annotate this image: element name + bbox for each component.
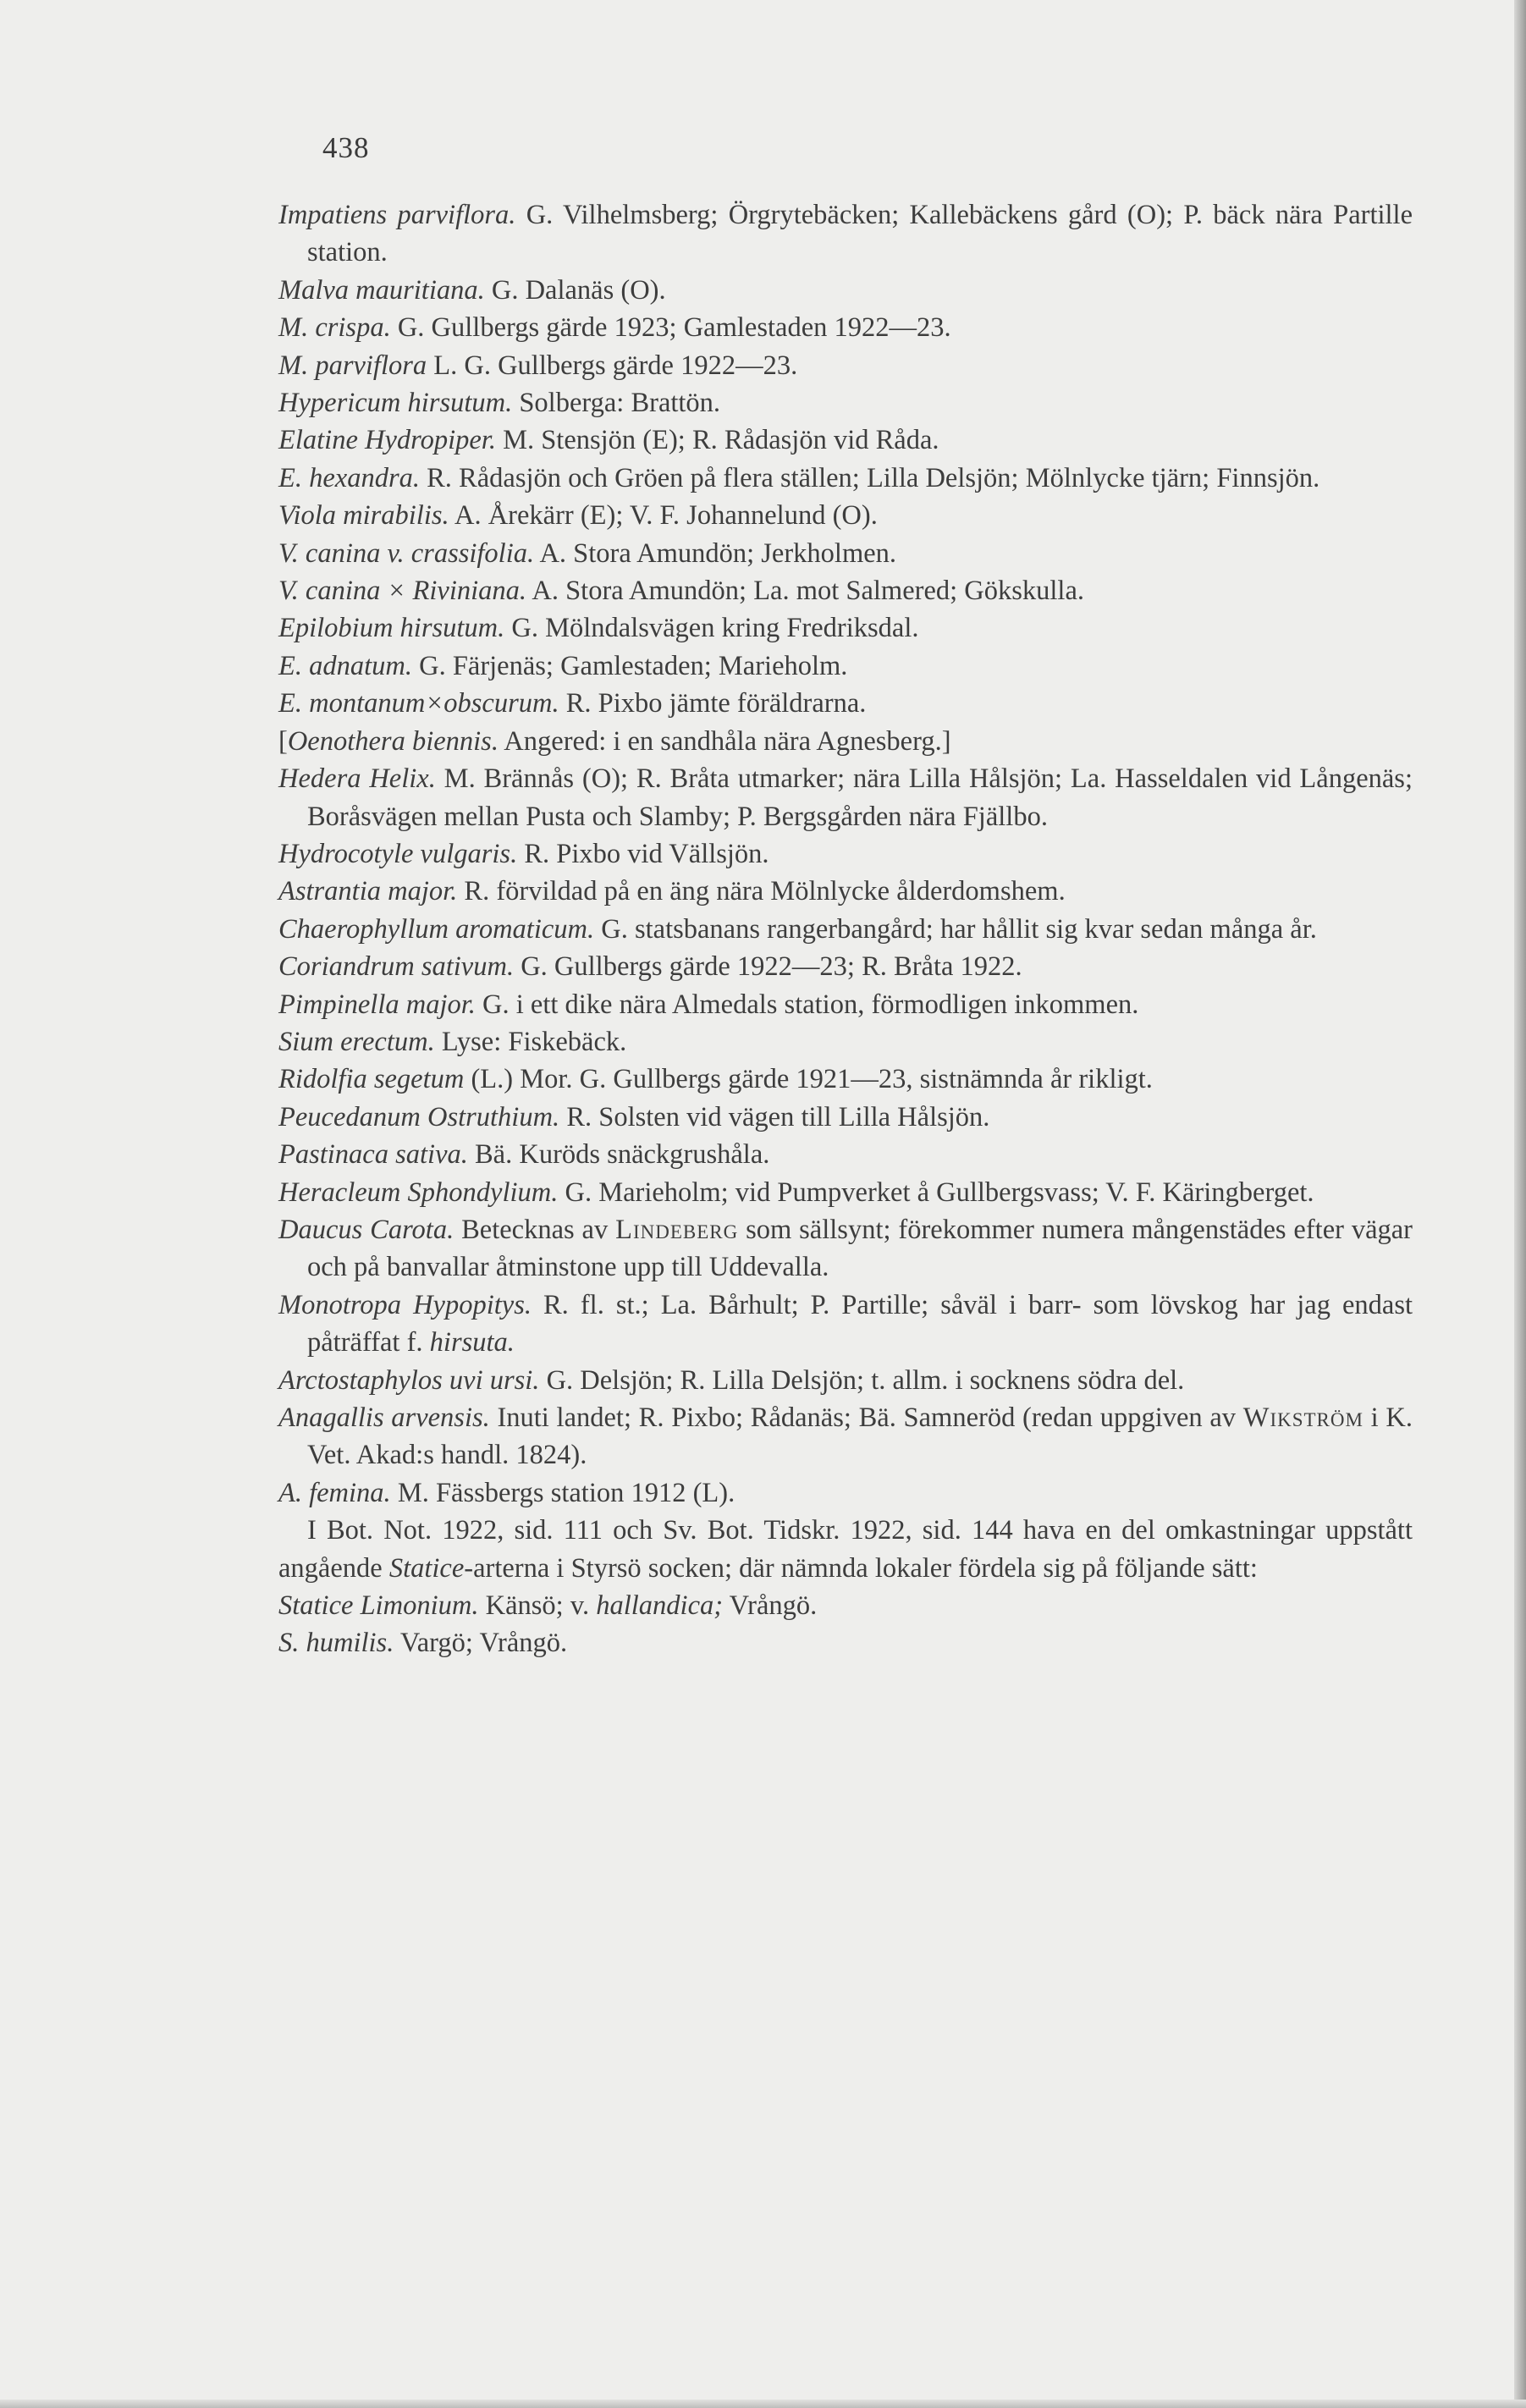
species-name: Viola mirabilis. — [278, 500, 449, 532]
species-name: M. crispa. — [278, 312, 391, 344]
species-name: Monotropa Hypopitys. — [278, 1289, 532, 1320]
species-name: Hedera Helix. — [278, 763, 436, 795]
locality-text: Bä. Kuröds snäckgrushåla. — [467, 1139, 770, 1171]
species-entry — [278, 609, 1413, 647]
species-name: Pimpinella major. — [278, 989, 476, 1020]
species-name: E. montanum×obscurum. — [278, 688, 559, 719]
locality-text: R. Solsten vid vägen till Lilla Hålsjön. — [559, 1101, 990, 1132]
locality-text: Angered: i en sandhåla nära Agnesberg.] — [498, 725, 951, 757]
author-name: Wikström — [1242, 1402, 1363, 1433]
note-genus: Statice — [388, 1552, 465, 1584]
species-name: Oenothera biennis. — [287, 725, 499, 757]
species-name: Astrantia major. — [278, 876, 458, 907]
locality-text: G. Delsjön; R. Lilla Delsjön; t. allm. i socknens södra del. — [539, 1364, 1185, 1396]
locality-text-cont: Vrångö. — [723, 1590, 818, 1622]
species-entry — [278, 835, 1413, 873]
species-name: Impatiens parviflora. — [278, 200, 516, 230]
species-entry — [278, 1624, 1413, 1661]
editorial-note — [278, 1512, 1413, 1587]
species-entry — [278, 760, 1413, 835]
locality-text: R. Rådasjön och Gröen på flera ställen; Lilla Delsjön; Mölnlycke tjärn; Finnsjön. — [419, 462, 1320, 493]
locality-text: R. Pixbo vid Vällsjön. — [517, 838, 769, 869]
species-name: Epilobium hirsutum. — [278, 613, 505, 644]
locality-text: L. G. Gullbergs gärde 1922—23. — [427, 350, 798, 381]
species-entry — [278, 1211, 1413, 1287]
species-entry — [278, 1061, 1413, 1098]
species-entry — [278, 873, 1413, 910]
locality-text: Solberga: Brattön. — [512, 388, 721, 419]
species-entry — [278, 1399, 1413, 1474]
locality-text: A. Årekärr (E); V. F. Johannelund (O). — [449, 500, 878, 532]
locality-text: G. Marieholm; vid Pumpverket å Gullbergsvass; V. F. Käringberget. — [558, 1176, 1314, 1208]
species-name: E. adnatum. — [278, 650, 412, 681]
species-entry — [278, 1362, 1413, 1399]
species-name: E. hexandra. — [278, 462, 420, 493]
locality-text: (L.) Mor. G. Gullbergs gärde 1921—23, sistnämnda år rikligt. — [464, 1064, 1153, 1095]
note-text: I Bot. Not. 1922, sid. 111 och Sv. Bot. Tidskr. 1922, sid. 144 hava en del omkastningar uppstått angående — [278, 1515, 1413, 1584]
locality-text: M. Fässbergs station 1912 (L). — [390, 1477, 735, 1508]
page-number: 438 — [322, 131, 370, 164]
species-entry — [278, 535, 1413, 572]
species-name: Daucus Carota. — [278, 1214, 454, 1245]
species-entry — [278, 384, 1413, 422]
species-name: Chaerophyllum aromaticum. — [278, 913, 595, 945]
species-name: M. parviflora — [278, 350, 427, 381]
species-entry — [278, 723, 1413, 760]
species-name: Sium erectum. — [278, 1026, 435, 1057]
species-entry — [278, 1174, 1413, 1211]
species-entry — [278, 422, 1413, 459]
locality-text: A. Stora Amundön; Jerkholmen. — [534, 537, 897, 569]
species-entry — [278, 986, 1413, 1023]
locality-text: Känsö; v. — [478, 1590, 597, 1622]
species-name: Ridolfia segetum — [278, 1064, 465, 1095]
species-entry — [278, 948, 1413, 985]
species-name: Hydrocotyle vulgaris. — [278, 838, 518, 869]
locality-text: G. i ett dike nära Almedals station, förmodligen inkommen. — [475, 989, 1139, 1020]
locality-text: M. Brännås (O); R. Bråta utmarker; nära Lilla Hålsjön; La. Hasseldalen vid Långenäs; Boråsvägen mellan Pusta och Slamby; P. Bergsgården nära Fjällbo. — [307, 763, 1413, 832]
locality-text: Lyse: Fiskebäck. — [434, 1026, 627, 1057]
locality-text: Betecknas av — [454, 1214, 616, 1245]
species-name: Anagallis arvensis. — [278, 1402, 490, 1433]
note-text-cont: -arterna i Styrsö socken; där nämnda lokaler fördela sig på följande sätt: — [464, 1552, 1258, 1584]
species-name: Malva mauritiana. — [278, 274, 485, 306]
locality-text: Inuti landet; R. Pixbo; Rådanäs; Bä. Samneröd (redan uppgiven av — [489, 1402, 1243, 1433]
locality-text: R. Pixbo jämte föräldrarna. — [559, 688, 867, 719]
author-name: Lindeberg — [615, 1214, 739, 1245]
species-name: A. femina. — [278, 1477, 391, 1508]
page-edge-shadow — [1514, 0, 1526, 2408]
taxon-form: hallandica; — [596, 1590, 724, 1622]
species-entry — [278, 647, 1413, 685]
taxon-form: hirsuta. — [429, 1327, 515, 1358]
species-entry — [278, 1099, 1413, 1136]
species-entry — [278, 911, 1413, 948]
locality-text: G. Gullbergs gärde 1922—23; R. Bråta 1922. — [514, 951, 1022, 983]
locality-text: M. Stensjön (E); R. Rådasjön vid Råda. — [495, 425, 939, 456]
species-entry — [278, 1287, 1413, 1362]
species-name: Coriandrum sativum. — [278, 951, 515, 983]
species-entry — [278, 685, 1413, 722]
species-entry — [278, 497, 1413, 534]
species-entry — [278, 572, 1413, 609]
flora-text — [278, 196, 1413, 1662]
species-name: Pastinaca sativa. — [278, 1139, 468, 1171]
species-name: V. canina × Riviniana. — [278, 576, 527, 607]
species-entry — [278, 1023, 1413, 1061]
species-name: Elatine Hydropiper. — [278, 425, 496, 456]
species-entry — [278, 347, 1413, 384]
species-name: Arctostaphylos uvi ursi. — [278, 1364, 540, 1396]
locality-text: G. Färjenäs; Gamlestaden; Marieholm. — [411, 650, 848, 681]
species-name: Hypericum hirsutum. — [278, 388, 513, 419]
species-name: V. canina v. crassifolia. — [278, 537, 535, 569]
locality-text-cont: som sällsynt; förekommer numera mångenstädes efter vägar och på banvallar åtminstone upp till Uddevalla. — [307, 1214, 1413, 1283]
locality-text: R. förvildad på en äng nära Mölnlycke ålderdomshem. — [457, 876, 1066, 907]
species-name: Peucedanum Ostruthium. — [278, 1101, 560, 1132]
locality-text: G. statsbanans rangerbangård; har hållit sig kvar sedan många år. — [594, 913, 1317, 945]
species-name: Heracleum Sphondylium. — [278, 1176, 559, 1208]
locality-text: Vargö; Vrångö. — [394, 1628, 568, 1659]
locality-text: G. Vilhelmsberg; Örgrytebäcken; Kallebäckens gård (O); P. bäck nära Partille station. — [307, 200, 1413, 268]
locality-text: G. Mölndalsvägen kring Fredriksdal. — [504, 613, 919, 644]
species-entry — [278, 309, 1413, 346]
species-entry — [278, 272, 1413, 309]
species-entry — [278, 1136, 1413, 1173]
species-entry — [278, 196, 1413, 272]
page-bottom-shadow — [0, 2400, 1526, 2408]
species-name: Statice Limonium. — [278, 1590, 479, 1622]
locality-text: G. Gullbergs gärde 1923; Gamlestaden 1922—23. — [390, 312, 951, 344]
locality-text-cont: i K. Vet. Akad:s handl. 1824). — [307, 1402, 1413, 1471]
locality-text: G. Dalanäs (O). — [484, 274, 666, 306]
species-entry — [278, 460, 1413, 497]
species-entry — [278, 1587, 1413, 1624]
locality-text: R. fl. st.; La. Bårhult; P. Partille; såväl i barr- som lövskog har jag endast påträffat f. — [307, 1289, 1413, 1358]
species-entry — [278, 1474, 1413, 1512]
locality-text: A. Stora Amundön; La. mot Salmered; Gökskulla. — [526, 576, 1085, 607]
bracket: [ — [278, 725, 288, 757]
species-name: S. humilis. — [278, 1628, 394, 1659]
